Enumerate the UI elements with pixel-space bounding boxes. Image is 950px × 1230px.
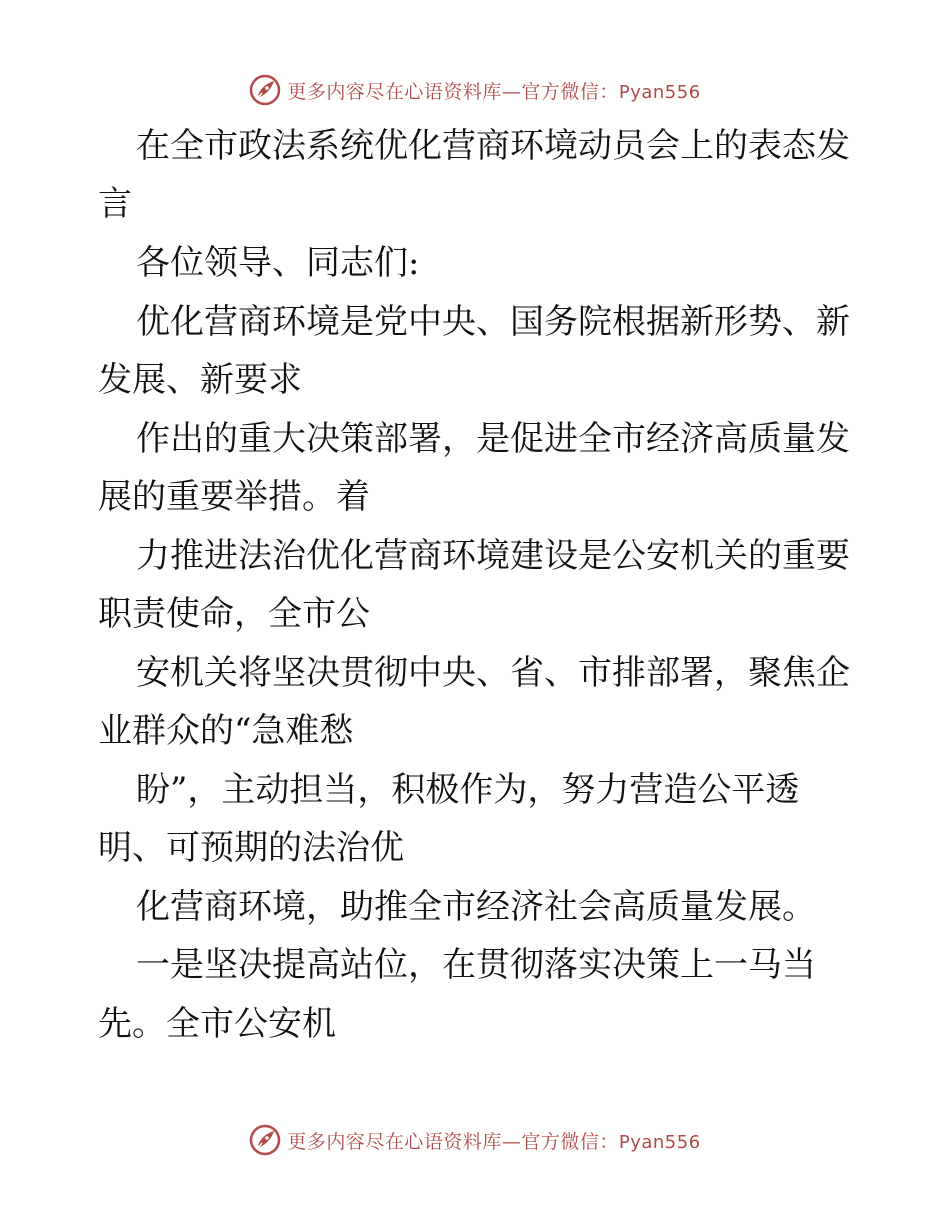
paragraph-line: 盼”，主动担当，积极作为，努力营造公平透 (136, 770, 800, 810)
document-title-line-2: 言 (98, 184, 132, 224)
header-wechat-id: Pyan556 (618, 81, 701, 103)
paragraph-line: 发展、新要求 (98, 360, 302, 400)
document-title-line-1: 在全市政法系统优化营商环境动员会上的表态发 (136, 126, 850, 166)
paragraph-line: 展的重要举措。着 (98, 477, 370, 517)
paragraph-line: 优化营商环境是党中央、国务院根据新形势、新 (136, 302, 850, 342)
pen-nib-logo-icon (249, 74, 281, 106)
header-banner-text (287, 77, 700, 104)
paragraph-line: 业群众的“急难愁 (98, 711, 354, 751)
paragraph-line: 安机关将坚决贯彻中央、省、市排部署，聚焦企 (136, 653, 850, 693)
salutation-line: 各位领导、同志们: (136, 243, 420, 283)
footer-banner-text (287, 1127, 700, 1154)
paragraph-line: 一是坚决提高站位，在贯彻落实决策上一马当 (136, 945, 816, 985)
paragraph-line: 化营商环境，助推全市经济社会高质量发展。 (136, 887, 816, 927)
footer-banner-label: 更多内容尽在心语资料库—官方微信： (287, 1130, 619, 1153)
pen-nib-logo-icon (249, 1124, 281, 1156)
paragraph-line: 力推进法治优化营商环境建设是公安机关的重要 (136, 536, 850, 576)
header-banner (0, 70, 950, 110)
paragraph-line: 明、可预期的法治优 (98, 828, 404, 868)
paragraph-line: 职责使命，全市公 (98, 594, 370, 634)
paragraph-line: 作出的重大决策部署，是促进全市经济高质量发 (136, 419, 850, 459)
footer-banner (0, 1120, 950, 1160)
header-banner-label: 更多内容尽在心语资料库—官方微信： (287, 80, 619, 103)
footer-wechat-id: Pyan556 (618, 1131, 701, 1153)
paragraph-line: 先。全市公安机 (98, 1004, 336, 1044)
